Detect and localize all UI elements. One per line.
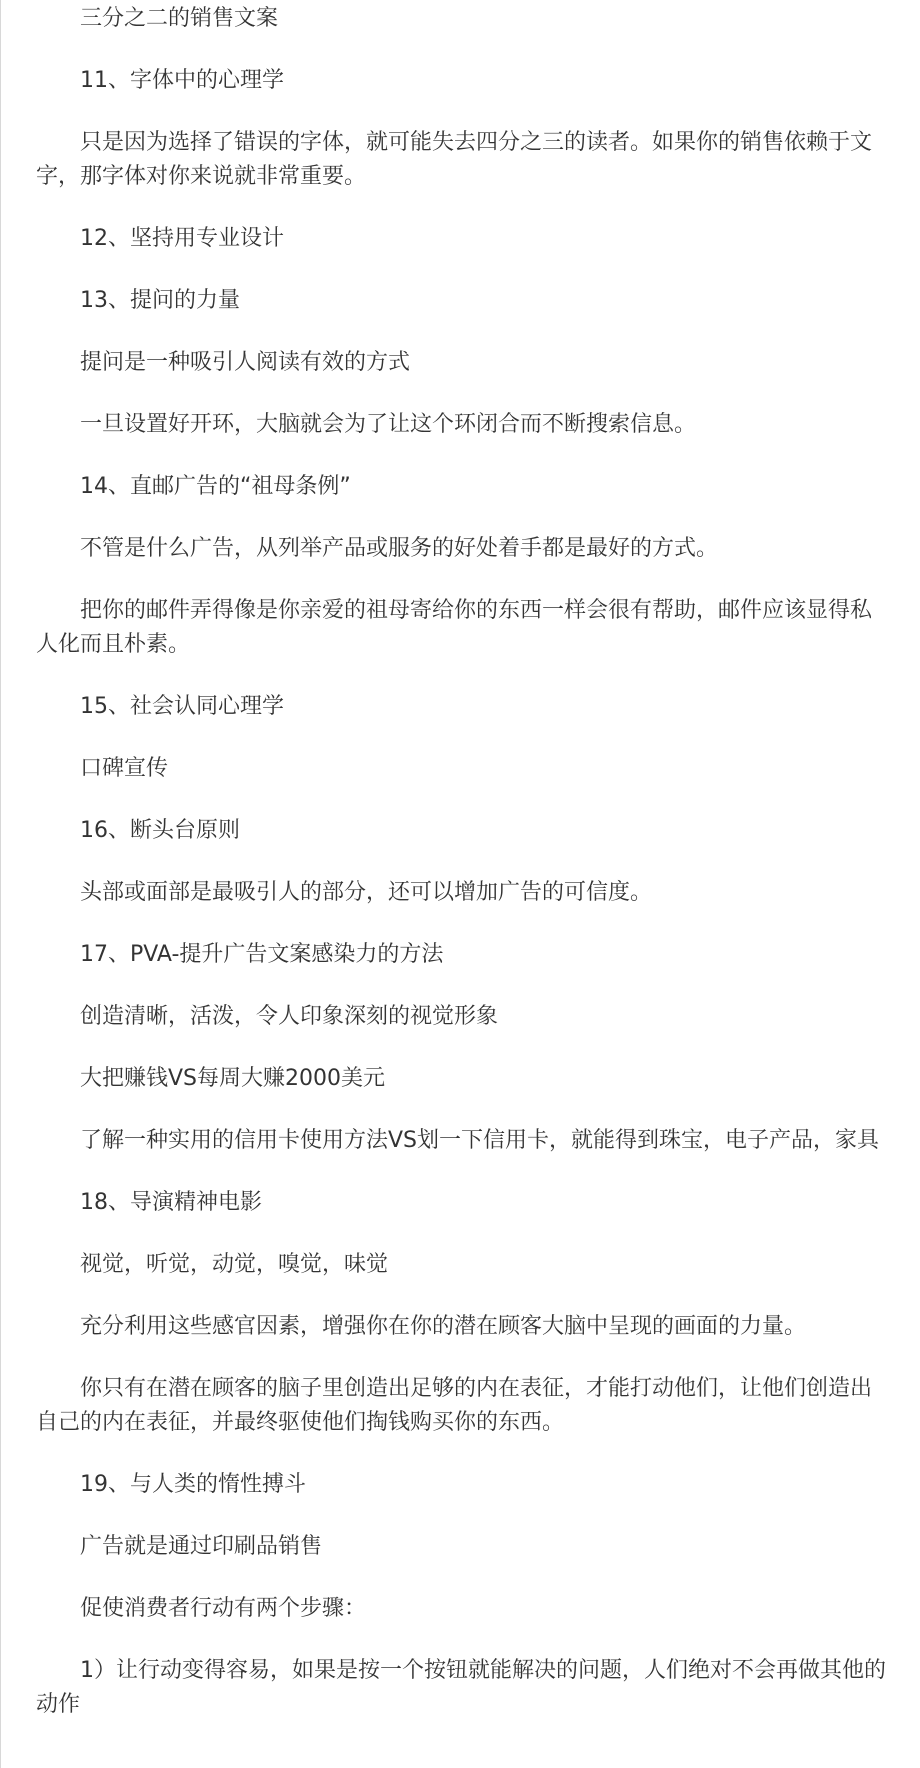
paragraph: 头部或面部是最吸引人的部分，还可以增加广告的可信度。 xyxy=(80,880,653,905)
section-heading-18: 18、导演精神电影 xyxy=(80,1190,262,1215)
paragraph: 视觉，听觉，动觉，嗅觉，味觉 xyxy=(80,1252,389,1277)
paragraph: 1）让行动变得容易，如果是按一个按钮就能解决的问题，人们绝对不会再做其他的动作 xyxy=(36,1658,886,1717)
page-left-border xyxy=(0,0,1,1768)
section-heading-13: 13、提问的力量 xyxy=(80,288,240,313)
paragraph: 了解一种实用的信用卡使用方法VS划一下信用卡，就能得到珠宝，电子产品，家具 xyxy=(80,1128,880,1153)
section-heading-16: 16、断头台原则 xyxy=(80,818,240,843)
paragraph: 充分利用这些感官因素，增强你在你的潜在顾客大脑中呈现的画面的力量。 xyxy=(80,1314,807,1339)
paragraph: 把你的邮件弄得像是你亲爱的祖母寄给你的东西一样会很有帮助，邮件应该显得私人化而且朴素。 xyxy=(36,598,873,657)
paragraph: 创造清晰，活泼，令人印象深刻的视觉形象 xyxy=(80,1004,499,1029)
section-heading-11: 11、字体中的心理学 xyxy=(80,68,284,93)
section-heading-19: 19、与人类的惰性搏斗 xyxy=(80,1472,306,1497)
section-heading-17: 17、PVA-提升广告文案感染力的方法 xyxy=(80,942,444,967)
article-body xyxy=(36,0,886,1750)
paragraph: 大把赚钱VS每周大赚2000美元 xyxy=(80,1066,386,1091)
section-heading-14: 14、直邮广告的“祖母条例” xyxy=(80,474,351,499)
paragraph-intro-line: 三分之二的销售文案 xyxy=(80,6,279,31)
paragraph: 广告就是通过印刷品销售 xyxy=(80,1534,323,1559)
section-heading-15: 15、社会认同心理学 xyxy=(80,694,284,719)
paragraph: 你只有在潜在顾客的脑子里创造出足够的内在表征，才能打动他们，让他们创造出自己的内在表征，并最终驱使他们掏钱购买你的东西。 xyxy=(36,1376,873,1435)
paragraph: 促使消费者行动有两个步骤： xyxy=(80,1596,367,1621)
paragraph: 一旦设置好开环，大脑就会为了让这个环闭合而不断搜索信息。 xyxy=(80,412,697,437)
section-heading-12: 12、坚持用专业设计 xyxy=(80,226,284,251)
paragraph: 不管是什么广告，从列举产品或服务的好处着手都是最好的方式。 xyxy=(80,536,719,561)
paragraph: 口碑宣传 xyxy=(80,756,169,781)
paragraph: 只是因为选择了错误的字体，就可能失去四分之三的读者。如果你的销售依赖于文字，那字体对你来说就非常重要。 xyxy=(36,130,873,189)
paragraph: 提问是一种吸引人阅读有效的方式 xyxy=(80,350,411,375)
